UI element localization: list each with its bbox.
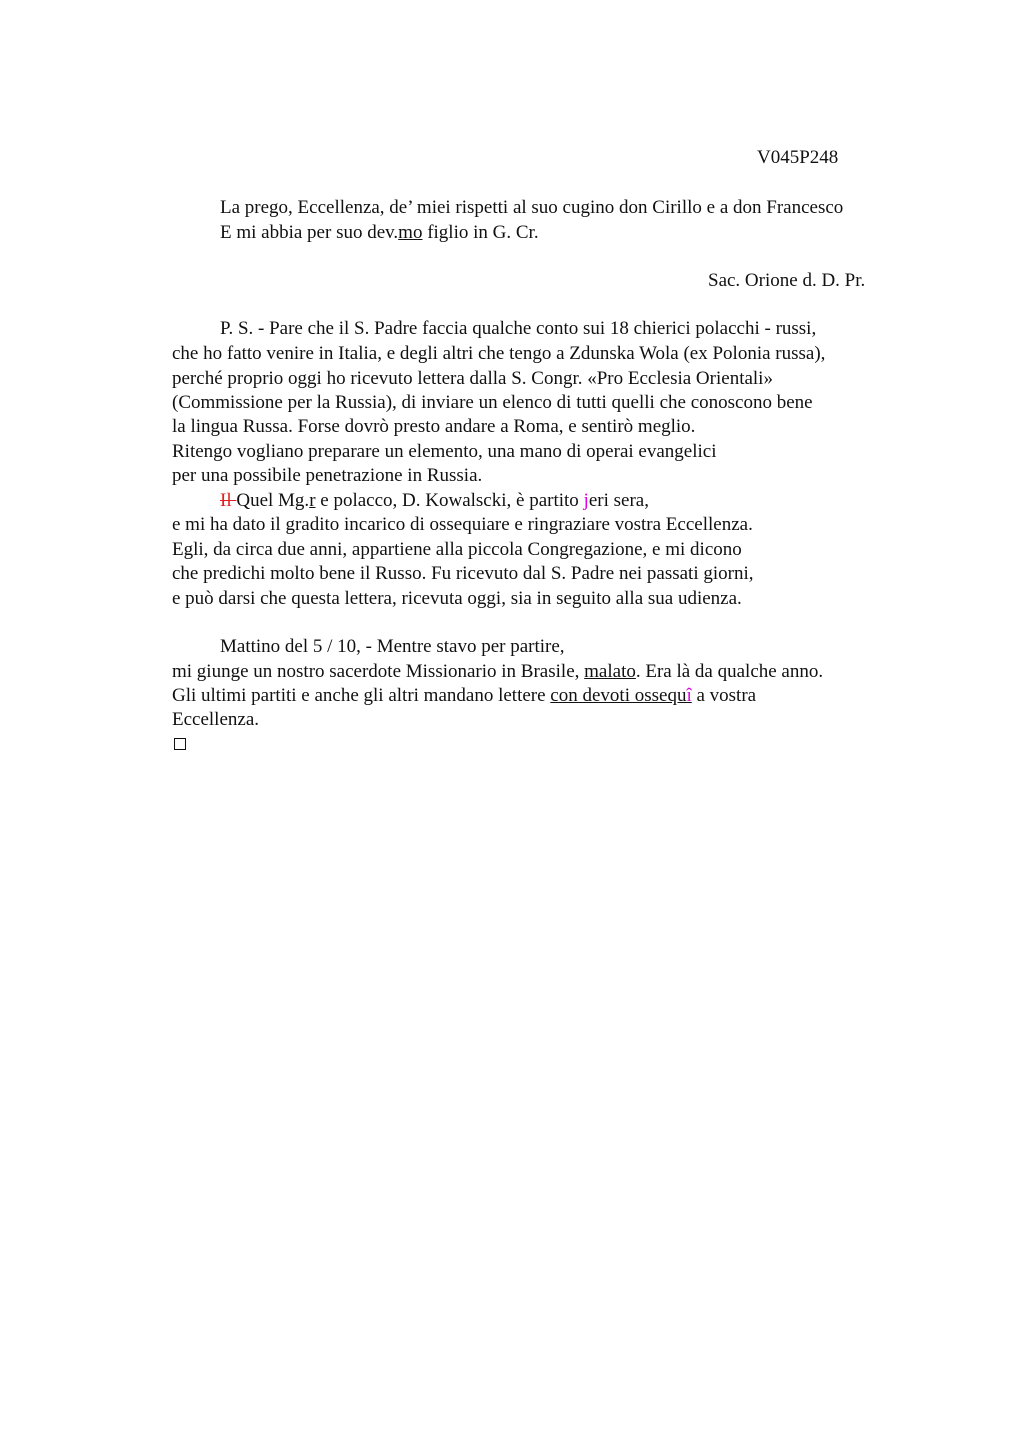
end-square-icon — [174, 738, 186, 750]
p2-line-2: e mi ha dato il gradito incarico di ossequiare e ringraziare vostra Eccellenza. — [172, 514, 753, 535]
p3-text: . Era là da qualche anno. — [635, 661, 824, 682]
closing-line-1: La prego, Eccellenza, de’ miei rispetti al suo cugino don Cirillo e a don Francesco — [220, 197, 844, 218]
p3-text: Gli ultimi partiti e anche gli altri mandano lettere — [172, 685, 551, 706]
underlined-word: malato — [584, 661, 636, 682]
superscript-abbrev: r — [309, 490, 316, 511]
p3-text: mi giunge un nostro sacerdote Missionario in Brasile, — [172, 661, 585, 682]
closing-line-2 — [220, 221, 539, 245]
correction-mark: j — [583, 490, 589, 511]
ps-line-4: (Commissione per la Russia), di inviare un elenco di tutti quelli che conoscono bene — [172, 392, 813, 413]
signature: Sac. Orione d. D. Pr. — [708, 270, 866, 291]
superscript-abbrev: mo — [398, 222, 423, 243]
page-id: V045P248 — [757, 147, 839, 168]
p2-text: eri sera, — [588, 490, 649, 511]
ps-line-3: perché proprio oggi ho ricevuto lettera dalla S. Congr. «Pro Ecclesia Orientali» — [172, 368, 773, 389]
p3-line-4: Eccellenza. — [172, 709, 260, 730]
deleted-text: Il — [220, 490, 237, 511]
underlined-text: con devoti ossequ — [550, 685, 687, 706]
p2-text: e polacco, D. Kowalscki, è partito — [315, 490, 584, 511]
p3-line-3 — [172, 684, 756, 708]
p2-text: Quel Mg. — [236, 490, 310, 511]
p2-line-1 — [220, 489, 649, 513]
p3-line-2 — [172, 660, 823, 684]
ps-line-5: la lingua Russa. Forse dovrò presto andare a Roma, e sentirò meglio. — [172, 416, 696, 437]
closing-text: E mi abbia per suo dev. — [220, 222, 399, 243]
p2-line-3: Egli, da circa due anni, appartiene alla piccola Congregazione, e mi dicono — [172, 539, 742, 560]
correction-mark: î — [686, 685, 692, 706]
p2-line-4: che predichi molto bene il Russo. Fu ricevuto dal S. Padre nei passati giorni, — [172, 563, 754, 584]
closing-text: figlio in G. Cr. — [422, 222, 539, 243]
ps-line-2: che ho fatto venire in Italia, e degli altri che tengo a Zdunska Wola (ex Polonia russa), — [172, 343, 826, 364]
p3-line-1: Mattino del 5 / 10, - Mentre stavo per partire, — [220, 636, 565, 657]
p2-line-5: e può darsi che questa lettera, ricevuta oggi, sia in seguito alla sua udienza. — [172, 588, 742, 609]
ps-line-7: per una possibile penetrazione in Russia. — [172, 465, 483, 486]
ps-line-1: P. S. - Pare che il S. Padre faccia qualche conto sui 18 chierici polacchi - russi, — [220, 318, 817, 339]
ps-line-6: Ritengo vogliano preparare un elemento, una mano di operai evangelici — [172, 441, 717, 462]
p3-text: a vostra — [691, 685, 757, 706]
underlined-phrase — [550, 685, 691, 706]
